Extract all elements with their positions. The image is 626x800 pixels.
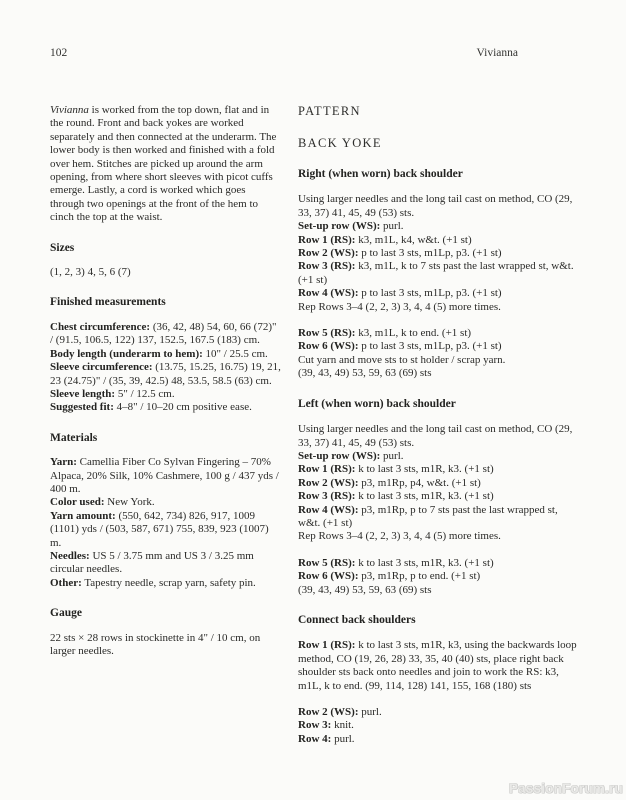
row-label: Row 1 (RS): <box>298 463 356 476</box>
sizes-value: (1, 2, 3) 4, 5, 6 (7) <box>50 266 131 279</box>
material-item-yarn <box>50 456 282 496</box>
measurement-label: Body length (underarm to hem): <box>50 347 203 360</box>
material-value: US 5 / 3.75 mm and US 3 / 3.25 mm circular needles. <box>50 549 254 576</box>
heading-pattern: PATTERN <box>298 104 361 118</box>
row-instruction: Rep Rows 3–4 (2, 2, 3) 3, 4, 4 (5) more times. <box>298 530 501 543</box>
intro-text: is worked from the top down, flat and in the round. Front and back yokes are worked separately and then connected at the underarm. The lower body is then worked and finished with a fold over hem. Stitches are picked up around the arm opening, from where short sleeves with picot cuffs emerge. Lastly, a cord is worked which goes through two openings at the front of the hem to cinch the top at the waist. <box>50 104 277 224</box>
row-instruction: Using larger needles and the long tail cast on method, CO (29, 33, 37) 41, 45, 49 (53) sts. <box>298 193 573 219</box>
row-label: Row 3: <box>298 719 332 732</box>
row-instruction: purl. <box>331 732 355 745</box>
row-label: Row 3 (RS): <box>298 260 356 273</box>
heading-finished-measurements: Finished measurements <box>50 296 166 309</box>
material-label: Other: <box>50 576 82 589</box>
measurement-item <box>50 388 282 401</box>
row-instruction: Cut yarn and move sts to st holder / scrap yarn. <box>298 353 506 366</box>
measurement-value: (13.75, 15.25, 16.75) 19, 21, 23 (24.75)" / (35, 39, 42.5) 48, 53.5, 58.5 (63) cm. <box>50 361 281 387</box>
stitch-count <box>298 367 580 380</box>
pattern-line <box>298 301 580 314</box>
material-item-color <box>50 496 282 509</box>
measurement-item <box>50 348 282 361</box>
row-instruction: k3, m1L, k to end. (+1 st) <box>355 327 472 340</box>
heading-sizes: Sizes <box>50 241 75 254</box>
right-column <box>298 104 580 746</box>
material-label: Yarn amount: <box>50 509 116 522</box>
watermark: PassionForum.ru <box>508 781 623 796</box>
pattern-line <box>298 639 580 693</box>
section-left-back-shoulder <box>298 423 580 597</box>
stitch-count <box>298 584 580 597</box>
row-label: Row 1 (RS): <box>298 639 356 652</box>
running-head: Vivianna <box>476 47 518 59</box>
pattern-line <box>298 477 580 490</box>
row-label: Row 6 (WS): <box>298 340 359 353</box>
heading-right-back-shoulder: Right (when worn) back shoulder <box>298 168 463 180</box>
row-instruction: knit. <box>331 719 354 732</box>
row-label: Row 4: <box>298 732 332 745</box>
material-label: Color used: <box>50 496 105 509</box>
row-instruction: p to last 3 sts, m1Lp, p3. (+1 st) <box>358 247 502 260</box>
pattern-line <box>298 706 580 719</box>
row-label: Row 5 (RS): <box>298 327 356 340</box>
measurement-label: Chest circumference: <box>50 320 151 333</box>
row-instruction: k to last 3 sts, m1R, k3. (+1 st) <box>355 556 494 569</box>
row-label: Row 1 (RS): <box>298 233 356 246</box>
measurements-list <box>50 321 282 415</box>
pattern-line <box>298 719 580 732</box>
measurement-item <box>50 361 282 388</box>
measurement-value: 4–8" / 10–20 cm positive ease. <box>113 401 252 414</box>
pattern-line <box>298 557 580 570</box>
pattern-line <box>298 490 580 503</box>
measurement-value: 5" / 12.5 cm. <box>115 387 175 400</box>
row-instruction: k to last 3 sts, m1R, k3. (+1 st) <box>355 463 494 476</box>
heading-back-yoke: BACK YOKE <box>298 136 382 150</box>
row-instruction: Using larger needles and the long tail cast on method, CO (29, 33, 37) 41, 45, 49 (53) sts. <box>298 423 573 449</box>
heading-left-back-shoulder: Left (when worn) back shoulder <box>298 397 456 410</box>
material-item-other <box>50 577 282 590</box>
row-instruction: p3, m1Rp, p4, w&t. (+1 st) <box>358 476 481 489</box>
row-label: Row 2 (WS): <box>298 476 359 489</box>
measurement-value: (36, 42, 48) 54, 60, 66 (72)" / (91.5, 106.5, 122) 137, 152.5, 167.5 (183) cm. <box>50 320 277 347</box>
row-label: Row 2 (WS): <box>298 706 359 718</box>
material-item-needles <box>50 550 282 577</box>
material-label: Yarn: <box>50 456 77 469</box>
row-instruction: purl. <box>358 706 382 718</box>
pattern-line <box>298 260 580 287</box>
page-header <box>50 46 580 60</box>
pattern-line <box>298 530 580 543</box>
row-label: Row 5 (RS): <box>298 556 356 569</box>
row-instruction: k3, m1L, k4, w&t. (+1 st) <box>355 233 472 246</box>
pattern-line <box>298 193 580 220</box>
pattern-line <box>298 504 580 531</box>
pattern-line <box>298 340 580 353</box>
row-instruction: (39, 43, 49) 53, 59, 63 (69) sts <box>298 583 432 596</box>
section-right-back-shoulder <box>298 193 580 380</box>
pattern-line <box>298 327 580 340</box>
row-instruction: (39, 43, 49) 53, 59, 63 (69) sts <box>298 367 432 380</box>
material-value: (550, 642, 734) 826, 917, 1009 (1101) yds / (503, 587, 671) 755, 839, 923 (1007) m. <box>50 509 269 549</box>
left-column <box>50 104 282 658</box>
row-instruction: k to last 3 sts, m1R, k3, using the backwards loop method, CO (19, 26, 28) 33, 35, 40 (40) sts, place right back shoulder sts back onto needles and join to work the RS: k3, m1L, k to end. (99, 114, 128) 141, 155, 168 (180) sts <box>298 639 577 692</box>
row-label: Row 6 (WS): <box>298 570 359 583</box>
row-instruction: p to last 3 sts, m1Lp, p3. (+1 st) <box>358 287 502 300</box>
gauge-text: 22 sts × 28 rows in stockinette in 4" / 10 cm, on larger needles. <box>50 631 261 657</box>
measurement-value: 10" / 25.5 cm. <box>202 347 268 360</box>
two-column-layout <box>50 104 580 746</box>
pattern-line <box>298 463 580 476</box>
material-value: Tapestry needle, scrap yarn, safety pin. <box>81 576 256 589</box>
heading-connect-back-shoulders: Connect back shoulders <box>298 613 416 626</box>
row-instruction: k to last 3 sts, m1R, k3. (+1 st) <box>355 490 494 503</box>
row-instruction: purl. <box>380 449 404 462</box>
pattern-line <box>298 450 580 463</box>
measurement-label: Suggested fit: <box>50 401 114 414</box>
row-instruction: Rep Rows 3–4 (2, 2, 3) 3, 4, 4 (5) more times. <box>298 300 501 313</box>
row-label: Row 4 (WS): <box>298 287 359 300</box>
intro-paragraph <box>50 104 282 225</box>
measurement-label: Sleeve circumference: <box>50 361 153 374</box>
measurement-label: Sleeve length: <box>50 387 116 400</box>
pattern-line <box>298 354 580 367</box>
row-label: Row 4 (WS): <box>298 503 359 516</box>
pattern-line <box>298 423 580 450</box>
row-label: Row 3 (RS): <box>298 490 356 503</box>
pattern-line <box>298 733 580 746</box>
row-label: Set-up row (WS): <box>298 220 381 233</box>
row-label: Row 2 (WS): <box>298 247 359 260</box>
page-number: 102 <box>50 47 68 59</box>
pattern-line <box>298 220 580 233</box>
materials-list <box>50 456 282 590</box>
row-instruction: purl. <box>380 220 404 233</box>
material-value: Camellia Fiber Co Sylvan Fingering – 70% Alpaca, 20% Silk, 10% Cashmere, 100 g / 437 yds / 400 m. <box>50 456 279 495</box>
measurement-item <box>50 321 282 348</box>
pattern-line <box>298 234 580 247</box>
row-label: Set-up row (WS): <box>298 449 381 462</box>
pattern-line <box>298 570 580 583</box>
section-connect-back-shoulders <box>298 639 580 746</box>
pattern-line <box>298 247 580 260</box>
pattern-line <box>298 287 580 300</box>
pattern-name-italic: Vivianna <box>50 104 89 116</box>
row-instruction: p3, m1Rp, p to end. (+1 st) <box>358 570 481 583</box>
heading-gauge: Gauge <box>50 607 82 620</box>
heading-materials: Materials <box>50 431 98 444</box>
row-instruction: p3, m1Rp, p to 7 sts past the last wrapped st, w&t. (+1 st) <box>298 503 558 529</box>
material-value: New York. <box>104 496 155 509</box>
row-instruction: p to last 3 sts, m1Lp, p3. (+1 st) <box>358 340 502 353</box>
measurement-item <box>50 401 282 414</box>
material-label: Needles: <box>50 549 90 562</box>
row-instruction: k3, m1L, k to 7 sts past the last wrapped st, w&t. (+1 st) <box>298 260 574 286</box>
material-item-yarn-amount <box>50 510 282 550</box>
